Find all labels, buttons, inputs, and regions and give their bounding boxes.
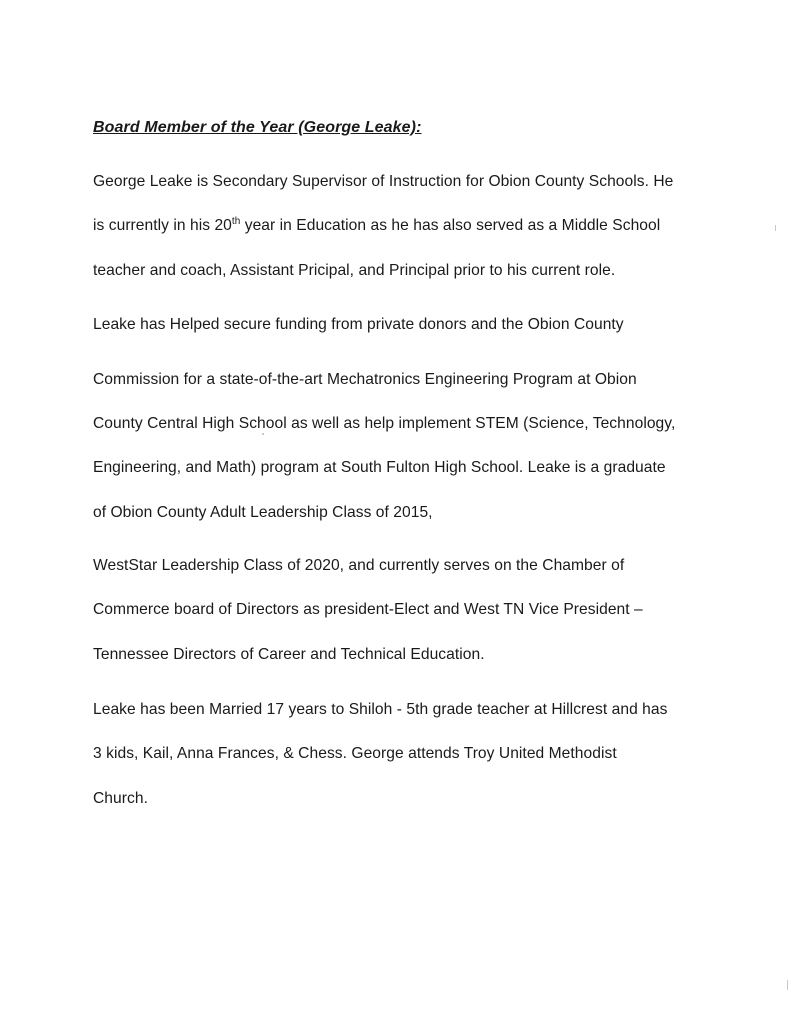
line-2-text-before: is currently in his 20 (93, 217, 232, 234)
paragraph-line-1: George Leake is Secondary Supervisor of Instruction for Obion County Schools. He (93, 173, 674, 190)
paragraph-line-5: Commission for a state-of-the-art Mechatronics Engineering Program at Obion (93, 371, 637, 388)
paragraph-line-4: Leake has Helped secure funding from private donors and the Obion County (93, 316, 624, 333)
paragraph-line-9: WestStar Leadership Class of 2020, and currently serves on the Chamber of (93, 557, 625, 574)
paragraph-line-13: 3 kids, Kail, Anna Frances, & Chess. George attends Troy United Methodist (93, 745, 617, 762)
scan-speck (787, 980, 788, 990)
paragraph-line-2 (93, 217, 660, 235)
document-heading: Board Member of the Year (George Leake): (93, 119, 422, 136)
paragraph-line-8: of Obion County Adult Leadership Class of 2015, (93, 504, 433, 521)
paragraph-line-12: Leake has been Married 17 years to Shiloh - 5th grade teacher at Hillcrest and has (93, 701, 668, 718)
line-2-text-after: year in Education as he has also served as a Middle School (240, 217, 661, 234)
scan-speck (775, 225, 776, 231)
paragraph-line-6: County Central High School as well as help implement STEM (Science, Technology, (93, 415, 676, 432)
scan-speck (262, 433, 264, 435)
paragraph-line-3: teacher and coach, Assistant Pricipal, and Principal prior to his current role. (93, 262, 616, 279)
paragraph-line-11: Tennessee Directors of Career and Technical Education. (93, 646, 485, 663)
paragraph-line-7: Engineering, and Math) program at South Fulton High School. Leake is a graduate (93, 459, 666, 476)
paragraph-line-10: Commerce board of Directors as president-Elect and West TN Vice President – (93, 601, 643, 618)
line-2-superscript: th (231, 216, 241, 227)
paragraph-line-14: Church. (93, 790, 148, 807)
